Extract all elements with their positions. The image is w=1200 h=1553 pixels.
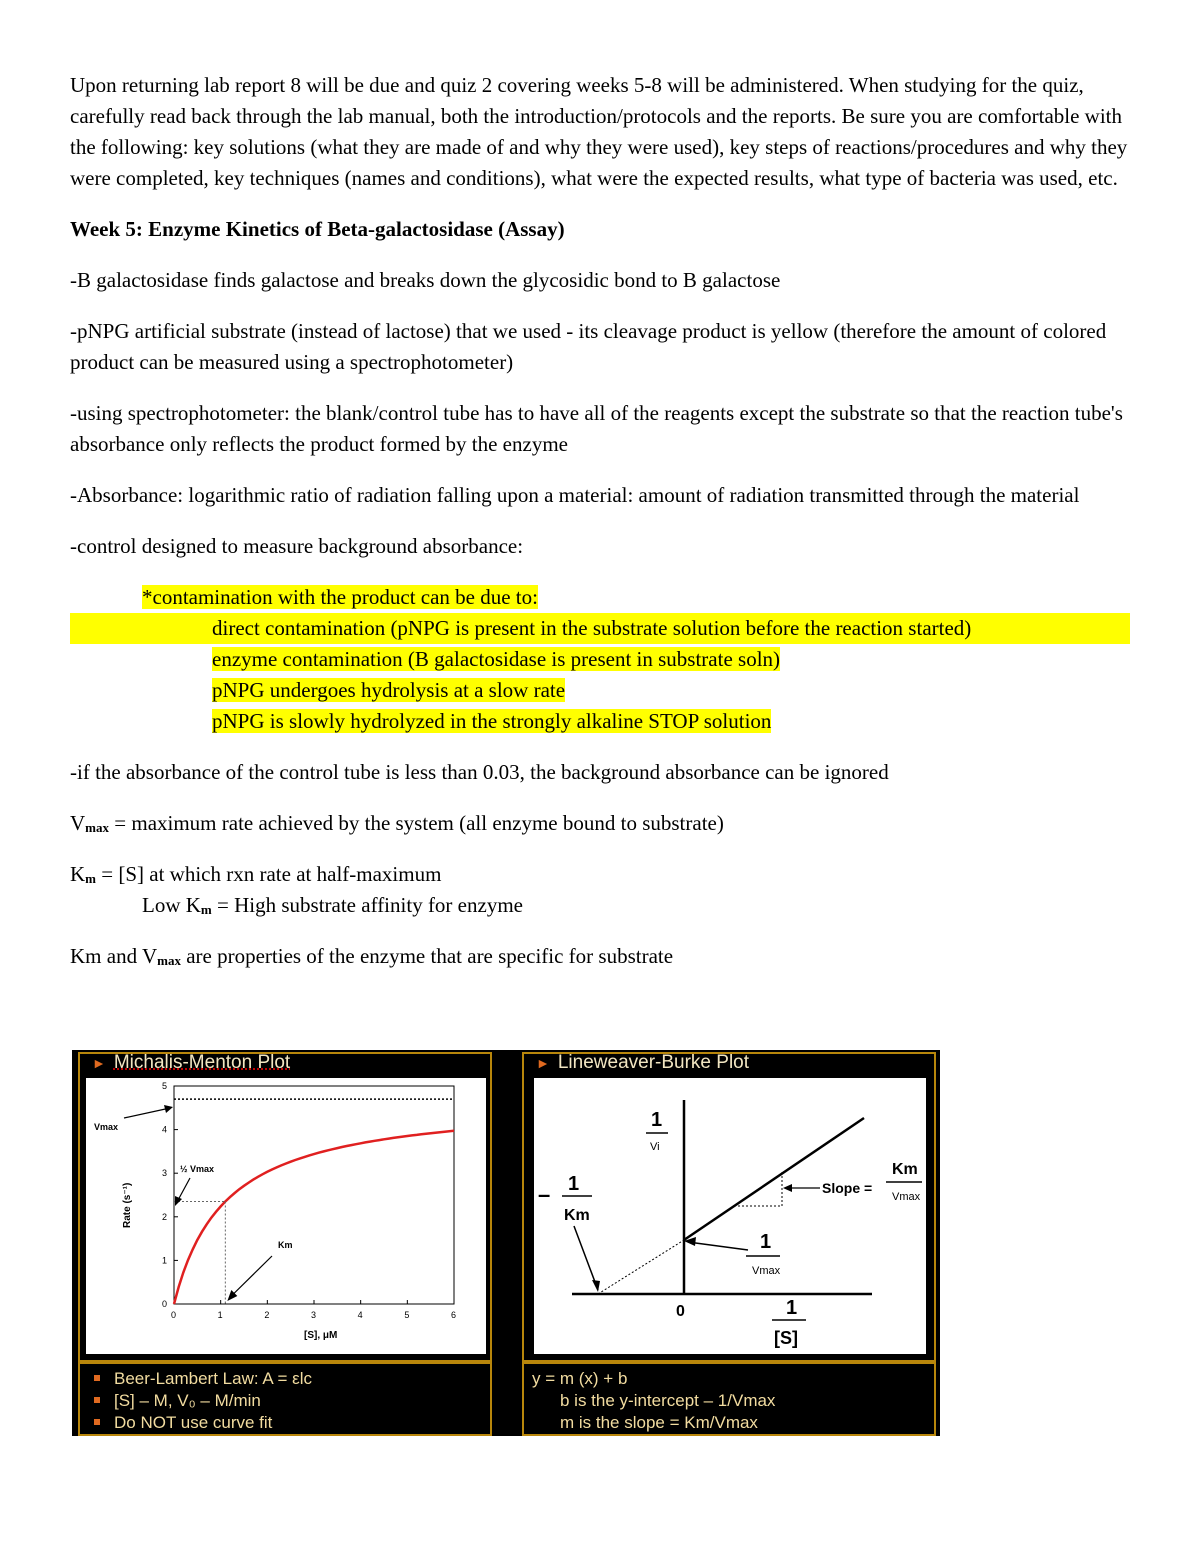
mm-y-tick-label: 2 bbox=[162, 1211, 168, 1222]
slide-bullet: Do NOT use curve fit bbox=[94, 1412, 312, 1434]
mm-km-arrow bbox=[229, 1256, 272, 1298]
lb-int-one: 1 bbox=[760, 1231, 772, 1253]
intro-paragraph: Upon returning lab report 8 will be due and quiz 2 covering weeks 5-8 will be administered. When studying for the quiz, carefully read back through the lab manual, both the introduction/protocols and the reports. Be sure you are comfortable with the following: key solutions (what they are made of and why they were used), key steps of reactions/procedures and why they were completed, key techniques (names and conditions), what were the expected results, what type of bacteria was used, etc. bbox=[70, 73, 1128, 190]
slide-equations bbox=[532, 1368, 775, 1434]
mm-plot-area bbox=[174, 1086, 454, 1304]
lb-vi: Vi bbox=[650, 1141, 660, 1153]
lb-fit-line bbox=[684, 1118, 864, 1240]
slide-bullet: Beer-Lambert Law: A = εlc bbox=[94, 1368, 312, 1390]
lb-x-one: 1 bbox=[786, 1297, 798, 1319]
lb-one-vi: 1 bbox=[651, 1109, 663, 1131]
mm-x-tick-label: 2 bbox=[264, 1310, 270, 1320]
equation-line: y = m (x) + b bbox=[532, 1369, 628, 1388]
document-body bbox=[70, 70, 1130, 992]
mm-vmax-label: Vmax bbox=[94, 1122, 119, 1132]
equation-line: m is the slope = Km/Vmax bbox=[560, 1413, 758, 1432]
mm-vmax-arrow bbox=[124, 1108, 170, 1118]
mm-half-vmax-label: ½ Vmax bbox=[180, 1164, 215, 1174]
highlighted-block bbox=[70, 582, 1130, 737]
lb-neg-one: 1 bbox=[568, 1173, 580, 1195]
mm-x-tick-label: 4 bbox=[357, 1310, 363, 1320]
highlight-title: *contamination with the product can be due to: bbox=[142, 585, 538, 609]
mm-km-label: Km bbox=[278, 1240, 293, 1250]
mm-chart bbox=[86, 1078, 486, 1354]
km-vmax-note: Km and $V_{max}$ are properties of the enzyme that are specific for substrate bbox=[70, 944, 674, 968]
mm-ylabel: Rate (s⁻¹) bbox=[122, 1182, 133, 1228]
low-km-note: Low $K_m$ = High substrate affinity for enzyme bbox=[142, 893, 523, 917]
mm-plot-panel bbox=[86, 1078, 486, 1354]
mm-x-tick-label: 1 bbox=[217, 1310, 223, 1320]
highlight-item: enzyme contamination (B galactosidase is present in substrate soln) bbox=[212, 647, 781, 671]
lb-chart bbox=[534, 1078, 926, 1354]
mm-vmax-arrowhead bbox=[164, 1105, 173, 1113]
lb-plot-title: ► Lineweaver-Burke Plot bbox=[536, 1052, 750, 1073]
lb-slope-label: Slope = bbox=[822, 1180, 873, 1196]
mm-plot-title: ► Michalis-Menton Plot bbox=[92, 1052, 291, 1073]
equation-line: b is the y-intercept – 1/Vmax bbox=[560, 1391, 776, 1410]
mm-y-tick-label: 3 bbox=[162, 1168, 168, 1179]
lb-plot-panel bbox=[534, 1078, 926, 1354]
bullet-threshold: -if the absorbance of the control tube is less than 0.03, the background absorbance can be ignored bbox=[70, 760, 889, 784]
lb-neg-km: Km bbox=[564, 1207, 590, 1224]
mm-x-tick-label: 6 bbox=[451, 1310, 457, 1320]
lb-extrapolation bbox=[598, 1240, 684, 1294]
bullet-control: -control designed to measure background absorbance: bbox=[70, 534, 524, 558]
mm-x-tick-label: 3 bbox=[311, 1310, 317, 1320]
mm-y-tick-label: 1 bbox=[162, 1255, 168, 1266]
slide-bullet: [S] – M, V₀ – M/min bbox=[94, 1390, 312, 1412]
mm-y-tick-label: 5 bbox=[162, 1081, 168, 1091]
slide-bullets bbox=[94, 1368, 312, 1434]
lecture-slide-image bbox=[72, 1050, 940, 1436]
lb-x-s: [S] bbox=[774, 1328, 798, 1348]
highlight-item: pNPG undergoes hydrolysis at a slow rate bbox=[212, 678, 566, 702]
km-definition: $K_m = [S]$ at which rxn rate at half-maximum bbox=[70, 862, 442, 886]
mm-y-tick-label: 0 bbox=[162, 1299, 168, 1309]
lb-neg-sign: – bbox=[538, 1182, 551, 1207]
lb-int-arrow bbox=[688, 1242, 748, 1250]
lb-zero: 0 bbox=[676, 1303, 685, 1320]
section-heading: Week 5: Enzyme Kinetics of Beta-galactosidase (Assay) bbox=[70, 217, 565, 241]
mm-half-arrowhead bbox=[175, 1196, 182, 1206]
bullet-galactosidase: -B galactosidase finds galactose and breaks down the glycosidic bond to B galactose bbox=[70, 268, 781, 292]
bullet-spectrophotometer: -using spectrophotometer: the blank/control tube has to have all of the reagents except the substrate so that the reaction tube's absorbance only reflects the product formed by the enzyme bbox=[70, 401, 1123, 456]
mm-curve bbox=[174, 1131, 454, 1304]
lb-slope-vmax: Vmax bbox=[892, 1191, 921, 1203]
bullet-absorbance: -Absorbance: logarithmic ratio of radiation falling upon a material: amount of radiation transmitted through the material bbox=[70, 483, 1080, 507]
lb-slope-arrowhead bbox=[783, 1184, 792, 1192]
lb-neg-arrowhead bbox=[592, 1280, 600, 1292]
lb-int-vmax: Vmax bbox=[752, 1265, 781, 1277]
mm-y-tick-label: 4 bbox=[162, 1124, 168, 1135]
highlight-item: pNPG is slowly hydrolyzed in the strongly alkaline STOP solution bbox=[212, 709, 772, 733]
bullet-pnpg: -pNPG artificial substrate (instead of lactose) that we used - its cleavage product is yellow (therefore the amount of colored product can be measured using a spectrophotometer) bbox=[70, 319, 1107, 374]
mm-x-tick-label: 5 bbox=[404, 1310, 410, 1320]
mm-x-tick-label: 0 bbox=[171, 1310, 177, 1320]
lb-slope-km: Km bbox=[892, 1161, 918, 1178]
mm-xlabel: [S], μM bbox=[304, 1330, 338, 1341]
highlight-item: direct contamination (pNPG is present in the substrate solution before the reaction started) bbox=[70, 613, 1130, 644]
vmax-definition: $V_{max}$ = maximum rate achieved by the system (all enzyme bound to substrate) bbox=[70, 811, 724, 835]
